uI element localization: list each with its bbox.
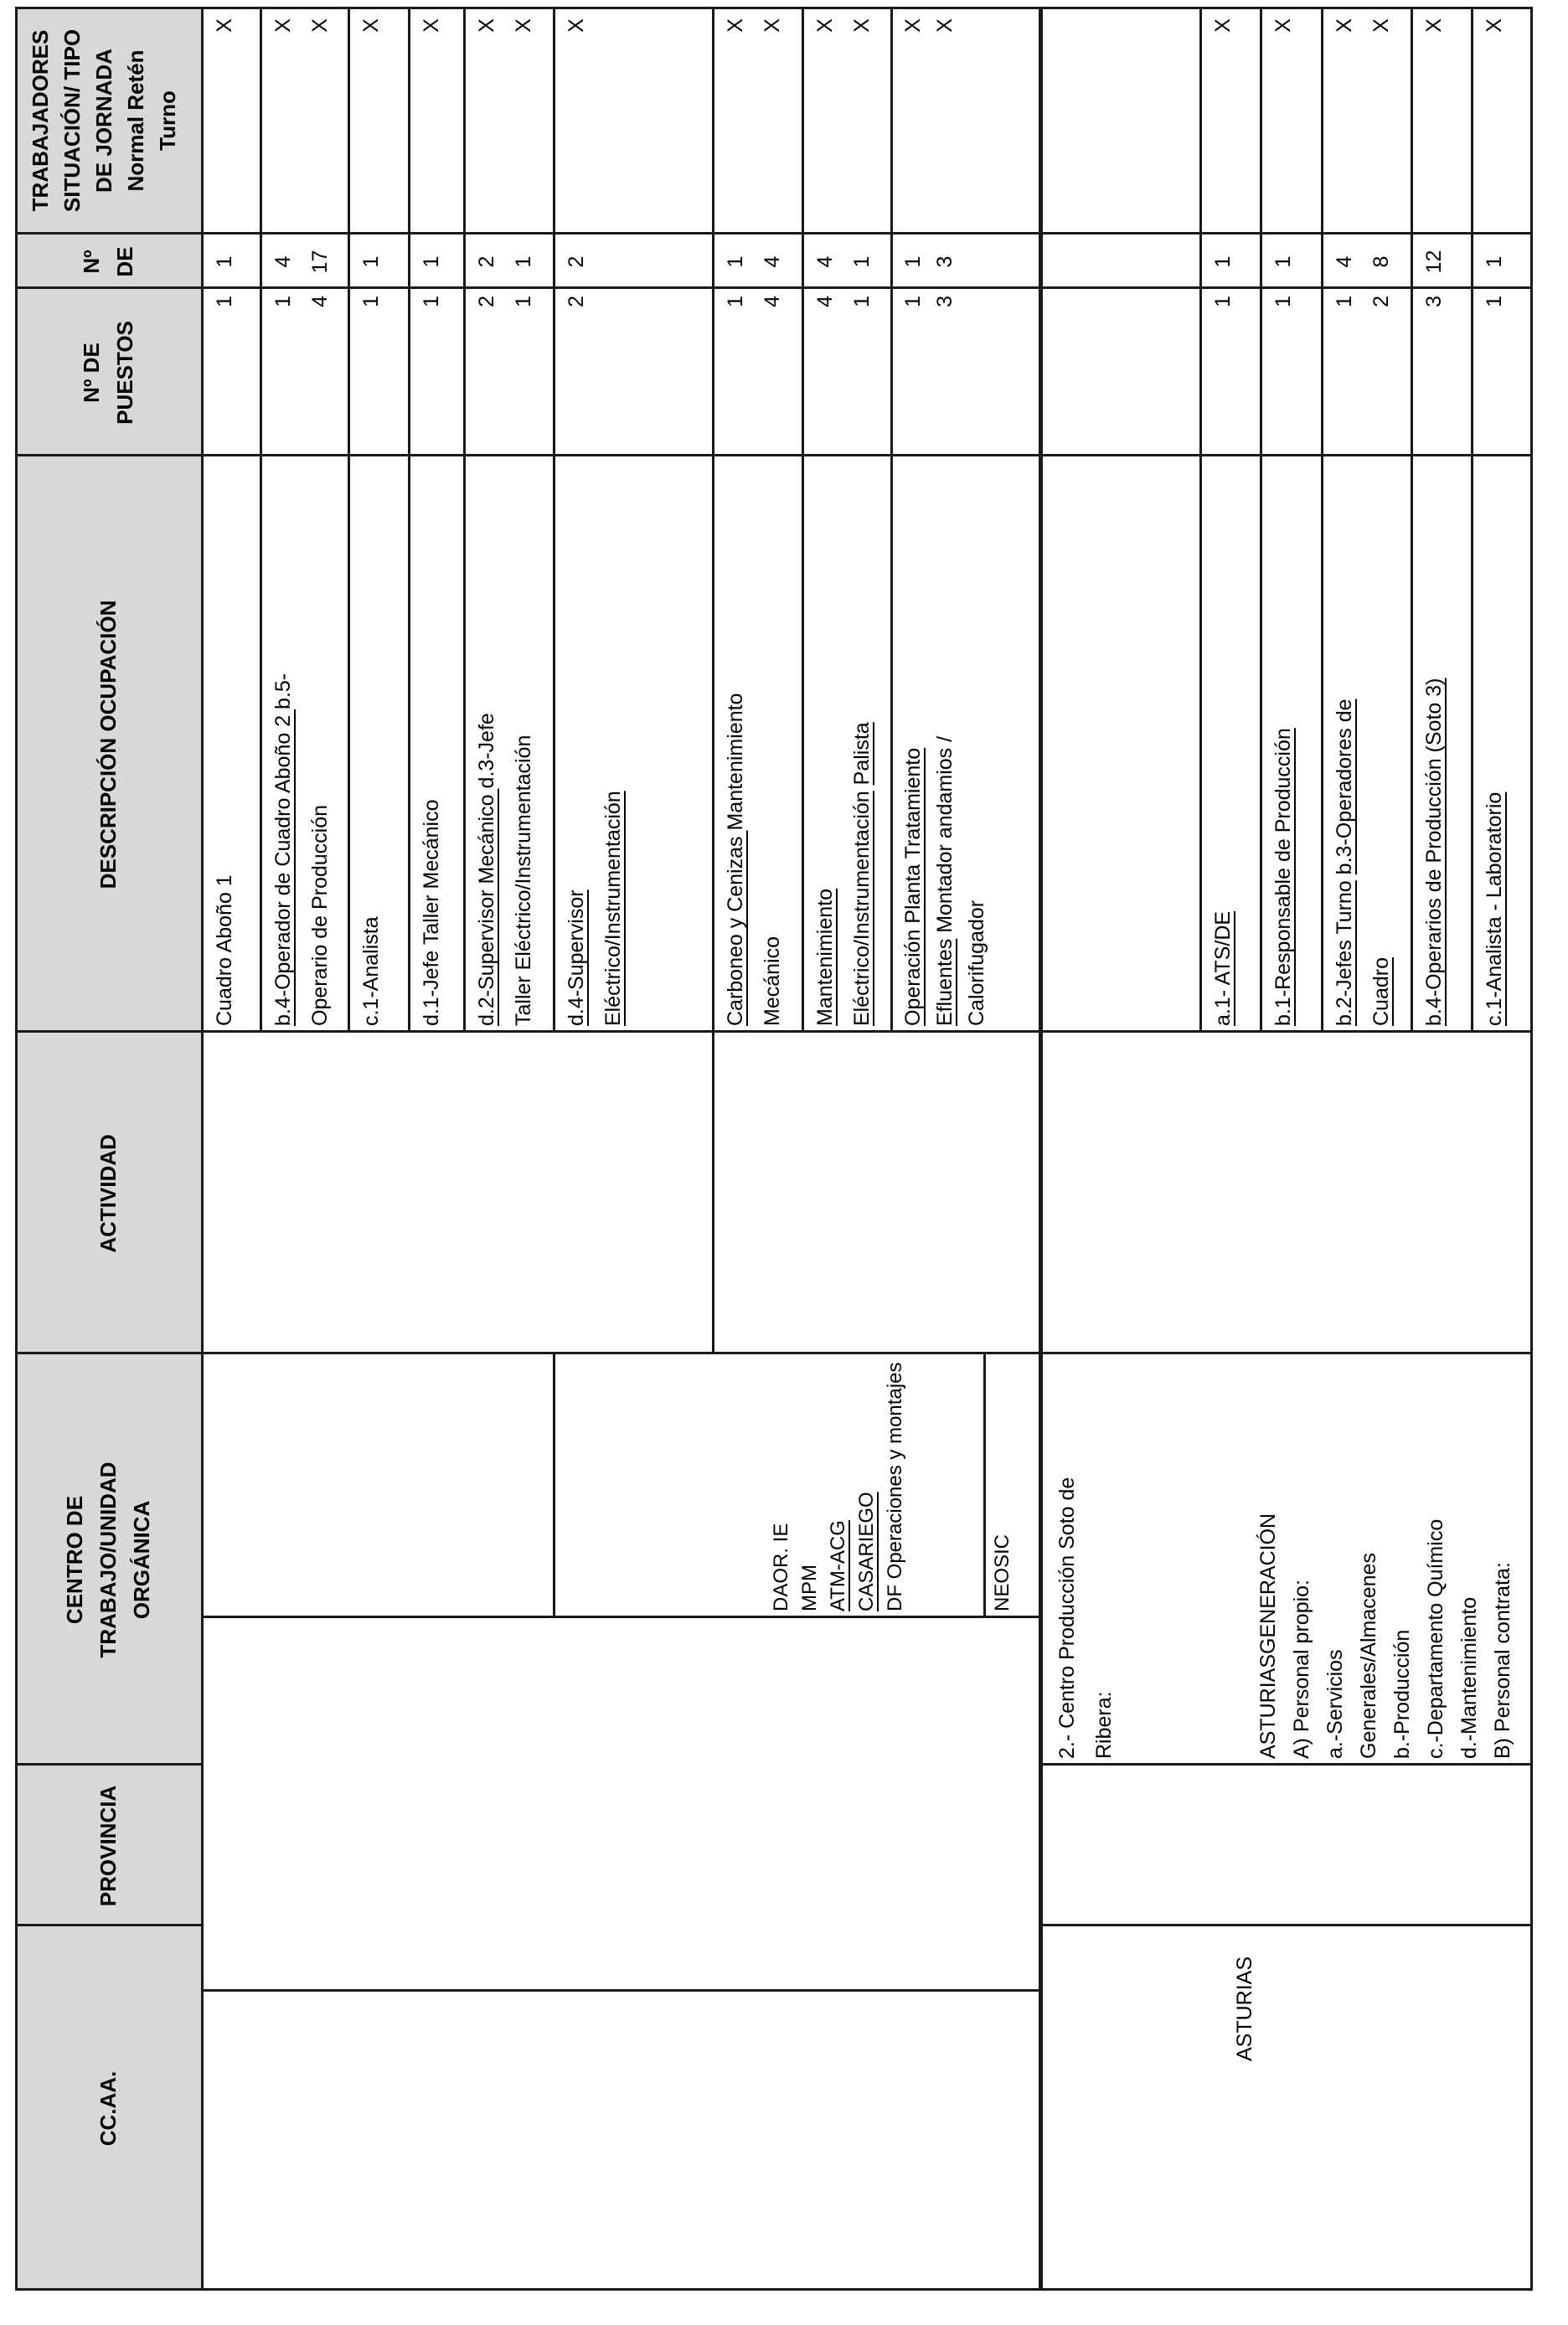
row-5-descripcion: d.2-Supervisor Mecánico d.3-Jefe Taller Eléctrico/Instrumentación: [475, 713, 535, 1026]
row-9-puestos: 1 3: [901, 296, 957, 307]
row-10-puestos: 1: [1211, 296, 1235, 307]
gridline: [1039, 1924, 1533, 1926]
header-centro-trabajo: CENTRO DE TRABAJO/UNIDAD ORGÁNICA: [62, 1462, 154, 1658]
row-6-jornada-marks: X: [565, 18, 588, 33]
row-11-jornada-marks: X: [1271, 18, 1295, 33]
row-14-trabajadores: 1: [1483, 255, 1506, 268]
row-14-descripcion: c.1-Analista - Laboratorio: [1483, 791, 1506, 1026]
gridline: [201, 1989, 1039, 1992]
row-10-descripcion: a.1- ATS/DE: [1211, 910, 1235, 1026]
ccaa-value: ASTURIAS: [1233, 1956, 1256, 2061]
row-4-jornada-marks: X: [420, 18, 443, 33]
row-6-trabajadores: 2: [565, 255, 588, 268]
centro-neosic: NEOSIC: [991, 1534, 1014, 1611]
row-11-trabajadores: 1: [1271, 255, 1295, 268]
row-7-jornada-marks: X X: [724, 18, 784, 33]
gridline: [1321, 7, 1323, 1033]
row-4-puestos: 1: [420, 296, 443, 307]
header-num-puestos: Nº DE PUESTOS: [79, 321, 137, 425]
section-divider-line: [1039, 7, 1043, 2291]
gridline: [201, 1616, 1039, 1618]
gridline: [802, 7, 804, 1033]
row-7-puestos: 1 4: [724, 296, 784, 307]
row-12-puestos: 1 2: [1333, 296, 1393, 307]
row-12-jornada-marks: X X: [1333, 18, 1393, 33]
row-3-trabajadores: 1: [359, 255, 383, 268]
row-7-trabajadores: 1 4: [724, 255, 784, 268]
row-13-trabajadores: 12: [1422, 250, 1446, 274]
row-13-puestos: 3: [1422, 296, 1446, 307]
centro-asturias-generacion: ASTURIASGENERACIÓN A) Personal propio: a.-Servicios Generales/Almacenes b.-Producción c.-Departamento Químico d.-Mantenimiento B) Personal contrata:: [1256, 1513, 1514, 1759]
header-actividad: ACTIVIDAD: [95, 1134, 121, 1253]
centro-seccion-soto-ribera: 2.- Centro Producción Soto de Ribera:: [1055, 1477, 1116, 1759]
row-8-trabajadores: 4 1: [813, 255, 874, 268]
row-5-puestos: 2 1: [475, 296, 535, 307]
row-8-jornada-marks: X X: [813, 18, 874, 33]
row-12-trabajadores: 4 8: [1333, 255, 1393, 268]
gridline: [15, 1030, 1533, 1033]
row-13-jornada-marks: X: [1422, 18, 1446, 33]
gridline: [201, 7, 204, 2291]
row-2-puestos: 1 4: [271, 296, 332, 307]
row-14-jornada-marks: X: [1483, 18, 1506, 33]
gridline: [463, 7, 466, 1033]
row-3-descripcion: c.1-Analista: [359, 916, 383, 1026]
row-13-descripcion: b.4-Operarios de Producción (Soto 3): [1422, 678, 1446, 1026]
header-descripcion-ocupacion: DESCRIPCIÓN OCUPACIÓN: [95, 600, 121, 889]
row-10-jornada-marks: X: [1211, 18, 1235, 33]
row-4-descripcion: d.1-Jefe Taller Mecánico: [420, 799, 443, 1026]
gridline: [553, 7, 555, 1033]
row-12-descripcion: b.2-Jefes Turno b.3-Operadores de Cuadro: [1333, 699, 1393, 1026]
gridline: [712, 7, 714, 1354]
row-2-trabajadores: 4 17: [271, 250, 332, 274]
row-8-puestos: 4 1: [813, 296, 874, 307]
gridline: [348, 7, 350, 1033]
gridline: [260, 7, 262, 1033]
gridline: [1039, 1763, 1533, 1766]
row-2-jornada-marks: X X: [271, 18, 332, 33]
row-4-trabajadores: 1: [420, 255, 443, 268]
centro-contratas-abono: DAOR. IE MPM ATM-ACG CASARIEGO DF Operaciones y montajes: [770, 1362, 906, 1611]
gridline: [1411, 7, 1413, 1033]
gridline: [1260, 7, 1262, 1033]
row-6-descripcion: d.4-Supervisor Eléctrico/Instrumentación: [565, 791, 625, 1026]
row-3-jornada-marks: X: [359, 18, 383, 33]
header-ccaa: CC.AA.: [95, 2070, 121, 2147]
header-situacion-jornada: TRABAJADORES SITUACIÓN/ TIPO DE JORNADA Normal Retén Turno: [28, 28, 180, 213]
row-10-trabajadores: 1: [1211, 255, 1235, 268]
gridline: [983, 1354, 986, 1618]
row-7-descripcion: Carboneo y Cenizas Mantenimiento Mecánico: [724, 693, 784, 1026]
row-5-jornada-marks: X X: [475, 18, 535, 33]
gridline: [15, 1352, 1533, 1354]
row-5-trabajadores: 2 1: [475, 255, 535, 268]
row-9-jornada-marks: X X: [901, 18, 957, 33]
row-3-puestos: 1: [359, 296, 383, 307]
header-provincia: PROVINCIA: [95, 1785, 121, 1907]
row-1-descripcion: Cuadro Aboño 1: [213, 874, 236, 1026]
gridline: [408, 7, 410, 1033]
gridline: [890, 7, 893, 1033]
gridline: [553, 1354, 555, 1618]
row-1-jornada-marks: X: [213, 18, 236, 33]
row-1-trabajadores: 1: [213, 255, 236, 268]
gridline: [1199, 7, 1202, 1033]
gridline: [1471, 7, 1473, 1033]
row-9-descripcion: Operación Planta Tratamiento Efluentes Montador andamios / Calorifugador: [901, 735, 988, 1026]
header-num-trabajadores: Nº DE: [79, 246, 137, 277]
row-9-trabajadores: 1 3: [901, 255, 957, 268]
row-14-puestos: 1: [1483, 296, 1506, 307]
row-6-puestos: 2: [565, 296, 588, 307]
row-11-descripcion: b.1-Responsable de Producción: [1271, 728, 1295, 1026]
row-11-puestos: 1: [1271, 296, 1295, 307]
row-2-descripcion: b.4-Operador de Cuadro Aboño 2 b.5- Operario de Producción: [271, 673, 332, 1026]
row-1-puestos: 1: [213, 296, 236, 307]
row-8-descripcion: Mantenimiento Eléctrico/Instrumentación Palista: [813, 722, 874, 1026]
